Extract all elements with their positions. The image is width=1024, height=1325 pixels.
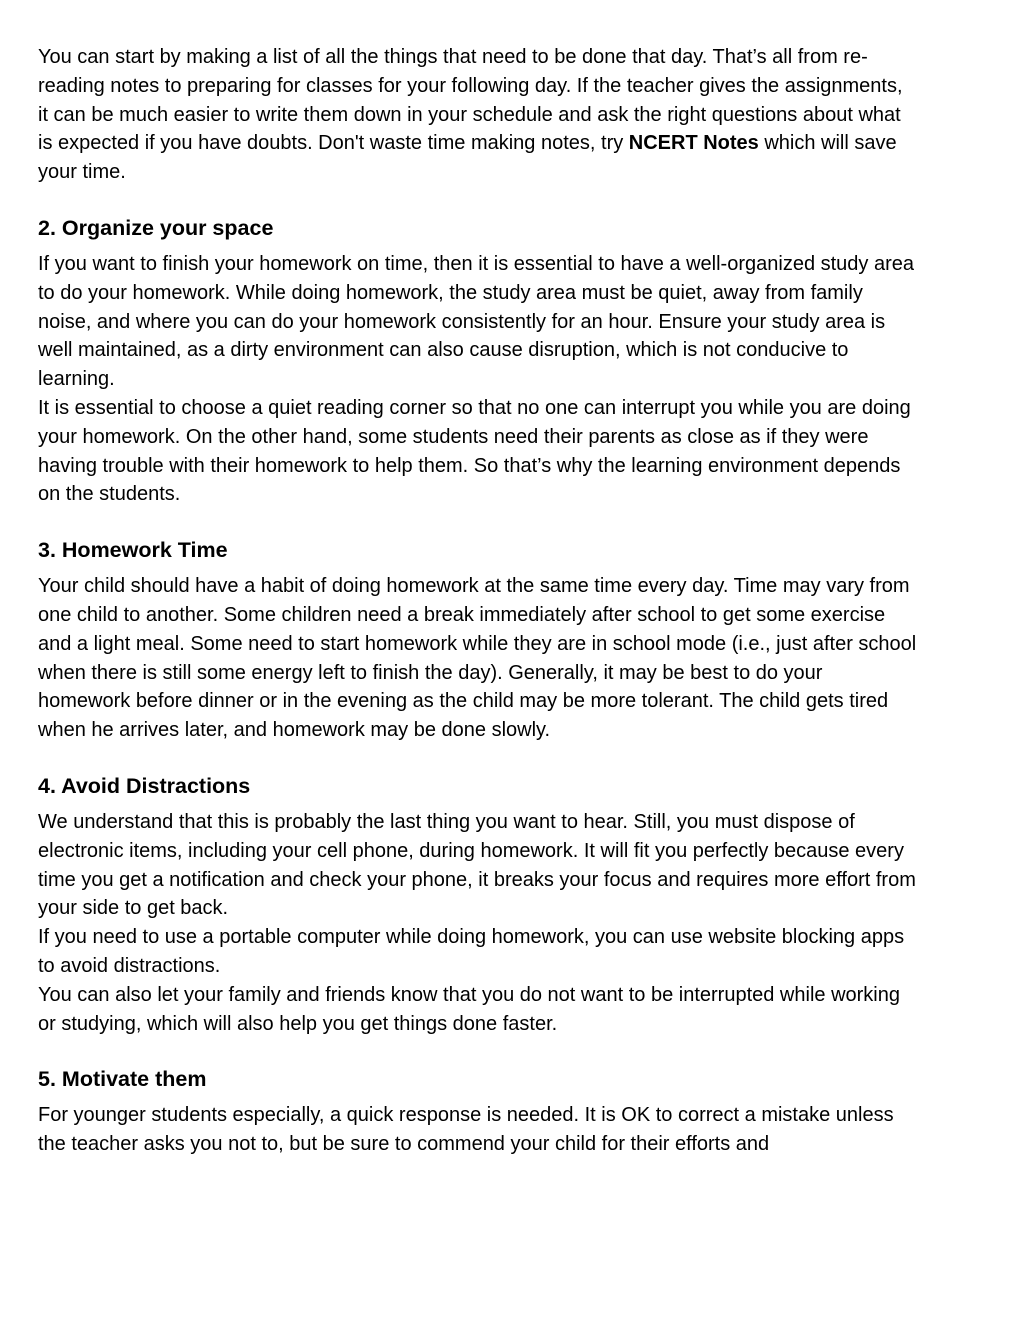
intro-paragraph xyxy=(38,43,918,187)
section-paragraph: Your child should have a habit of doing homework at the same time every day. Time may vary from one child to another. Some children need a break immediately after school to get some exercise and a light meal. Some need to start homework while they are in school mode (i.e., just after school when there is still some energy left to finish the day). Generally, it may be best to do your homework before dinner or in the evening as the child may be more tolerant. The child gets tired when he arrives later, and homework may be done slowly. xyxy=(38,575,917,742)
document-body xyxy=(38,43,918,1159)
intro-text: You can start by making a list of all the things that need to be done that day. That’s all from re-reading notes to preparing for classes for your following day. If the teacher gives the assignments, it can be much easier to write them down in your schedule and ask the right questions about what is expected if you have doubts. Don't waste time making notes, try xyxy=(38,46,903,155)
section-heading: 4. Avoid Distractions xyxy=(38,773,251,798)
section-paragraph: If you want to finish your homework on time, then it is essential to have a well-organized study area to do your homework. While doing homework, the study area must be quiet, away from family noise, and where you can do your homework consistently for an hour. Ensure your study area is well maintained, as a dirty environment can also cause disruption, which is not conducive to learning. xyxy=(38,252,915,391)
section-paragraph: If you need to use a portable computer while doing homework, you can use website blocking apps to avoid distractions. xyxy=(38,926,905,977)
section-paragraph: For younger students especially, a quick response is needed. It is OK to correct a mistake unless the teacher asks you not to, but be sure to commend your child for their efforts and xyxy=(38,1104,894,1156)
intro-text-end: which will save your time. xyxy=(38,132,897,184)
section-heading: 2. Organize your space xyxy=(38,215,274,240)
section-heading: 5. Motivate them xyxy=(38,1067,207,1092)
ncert-notes-link-text: NCERT Notes xyxy=(628,132,759,155)
section-paragraph: You can also let your family and friends know that you do not want to be interrupted while working or studying, which will also help you get things done faster. xyxy=(38,983,900,1035)
section-heading: 3. Homework Time xyxy=(38,538,228,563)
section-paragraph: It is essential to choose a quiet reading corner so that no one can interrupt you while you are doing your homework. On the other hand, some students need their parents as close as if they were having trouble with their homework to help them. So that’s why the learning environment depends on the students. xyxy=(38,396,911,506)
section-paragraph: We understand that this is probably the last thing you want to hear. Still, you must dispose of electronic items, including your cell phone, during homework. It will fit you perfectly because every time you get a notification and check your phone, it breaks your focus and requires more effort from your side to get back. xyxy=(38,810,916,920)
